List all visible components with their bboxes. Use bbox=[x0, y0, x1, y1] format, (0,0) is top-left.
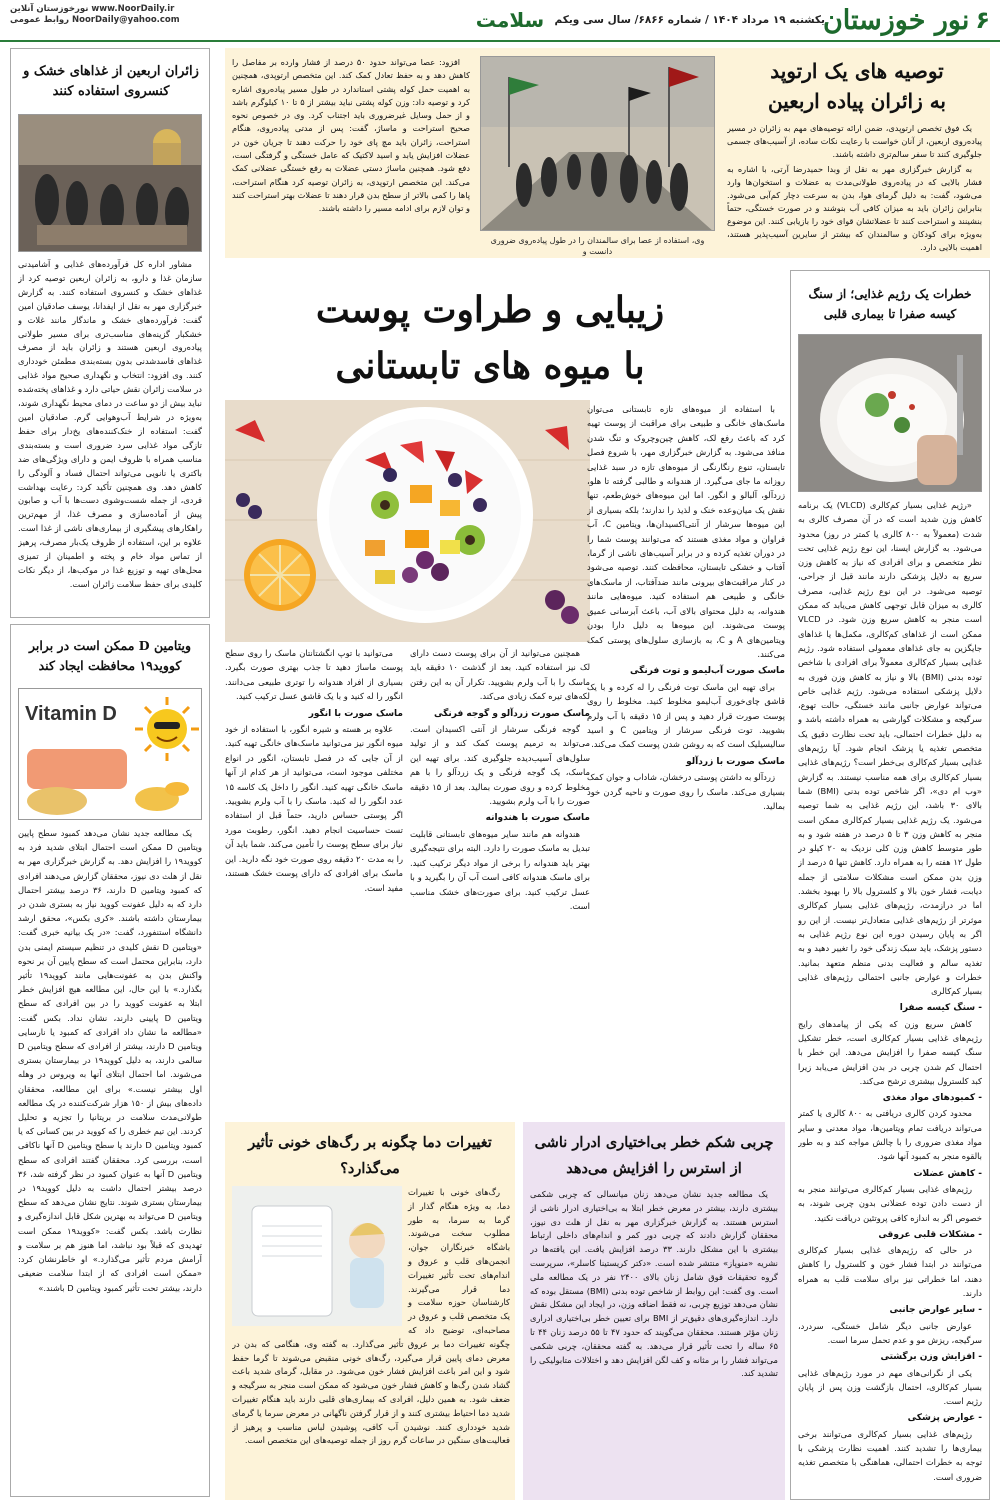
temperature-title bbox=[230, 1130, 510, 1182]
fruit-bowl-photo bbox=[225, 400, 590, 642]
skin-subheading-tomato: ماسک صورت زردآلو و گوجه فرنگی bbox=[434, 708, 590, 719]
page-number: ۶ bbox=[975, 6, 990, 34]
vitamin-d-photo bbox=[18, 688, 202, 820]
vitamin-d-body-text: یک مطالعه جدید نشان می‌دهد کمبود سطح پایین ویتامین D ممکن است احتمال ابتلای شدید فرد به کووید۱۹ را افزایش دهد. به گزارش خبرگزاری مهر به نقل از هلث دی نیوز، محققان گزارش می‌دهند افرادی که کمبود ویتامین D دارند، ۳۶ درصد بیشتر احتمال دارد که به دلیل عفونت کووید نیاز به بستری شدن در بیمارستان داشته باشند. «کری بکس»، محقق ارشد دانشگاه استنفورد، گفت: «در یک بیانیه خبری گفت: «ویتامین D نقش کلیدی در تنظیم سیستم ایمنی بدن دارد، بنابراین محتمل است که سطح پایین آن بر نحوه واکنش بدن به عفونت‌هایی مانند کووید۱۹ تأثیر بگذارد.» با این حال، این مطالعه هیچ افزایش خطر ابتلا به عفونت کووید را در بین افرادی که سطح ویتامین D پایینی دارند، نشان نداد. بکس گفت: «مطالعه ما نشان داد افرادی که کمبود یا نارسایی ویتامین D دارند، بیشتر از افرادی که سطح ویتامین D سالمی دارند، به دلیل کووید۱۹ در بیمارستان بستری می‌شوند. اما احتمال ابتلای آنها به ویروس در وهله اول بیشتر نیست.» برای این مطالعه، محققان داده‌های بیش از ۱۵۰ هزار شرکت‌کننده در یک مطالعه طولانی‌مدت سلامت در بریتانیا را تجزیه و تحلیل کردند. این تیم خطری را که کووید در بین کسانی که یا کمبود ویتامین D دارند یا سطح ویتامین D آنها ناکافی است، بررسی کرد. محققان گفتند افرادی که سطح ویتامین D آنها به عنوان کمبود در نظر گرفته شد، ۳۶ درصد بیشتر احتمال داشت به دلیل کووید۱۹ در بیمارستان بستری شوند. نتایج نشان می‌دهد که سطح ویتامین D می‌تواند به بهترین شکل قابل اندازه‌گیری و نظارت باشد. بکس گفت: «کووید۱۹ ممکن است تهدیدی که قبلاً بود نباشد، اما هنوز هم بر سلامت و آرامش مردم تأثیر می‌گذارد.» او خاطرنشان کرد: «ممکن است افرادی که از ابتدا سلامت ضعیفی دارند، بیشتر تحت تأثیر کمبود ویتامین D باشند.» bbox=[18, 828, 202, 1293]
dry-food-body-text: مشاور اداره کل فرآورده‌های غذایی و آشامیدنی سازمان غذا و دارو، به زائران اربعین توصیه کرد از غذاهای خشک و کنسروی استفاده کنند. به گزارش خبرگزاری مهر به نقل از ایفدانا، یوسف صادقیان امین گفت: فرآورده‌های خشک و ماندگار مانند غلات و خشکبار گزینه‌های مناسب‌تری برای مسیر طولانی پیاده‌روی اربعین هستند و زائران باید از مصرف غذاهای فاسدشدنی بدون بسته‌بندی مطمئن خودداری کنند. وی افزود: انتخاب و نگهداری صحیح مواد غذایی در سلامت زائران نقش حیاتی دارد و غذاهای پخته‌شده نباید بیش از دو ساعت در دمای محیط نگهداری شوند، به‌ویژه در شرایط آب‌وهوایی گرم. صادقیان امین گفت: استفاده از خنک‌کننده‌های یخ‌دار برای حفظ تازگی مواد غذایی سرد ضروری است و بسته‌بندی مناسب همراه با ظروف ایمن و دارای ویژگی‌های ضد باکتری یا نانویی می‌تواند احتمال فساد و آلودگی را کاهش دهد. وی همچنین تأکید کرد: رعایت بهداشت فردی، از جمله شست‌وشوی دست‌ها با آب و صابون پیش از آماده‌سازی و مصرف غذا، از مهم‌ترین راهکارهای پیشگیری از بیماری‌های ناشی از غذا است. علاوه بر این، استفاده از ظروف یک‌بار مصرف، پرهیز از تماس مواد خام و پخته و اطمینان از تمیزی محل‌های تهیه و توزیع غذا در موکب‌ها، از دیگر نکات کلیدی برای حفظ سلامت زائران است. bbox=[18, 259, 202, 589]
skin-col-b2-text: گوجه فرنگی سرشار از آنتی اکسیدان است. می‌تواند به ترمیم پوست کمک کند و از تولید سلول‌های آسیب‌دیده جلوگیری کند. برای تهیه این ماسک، یک گوجه فرنگی و یک زردآلو را با هم مخلوط کرده و روی صورت بمالید. بعد از ۱۵ دقیقه صورت را با آب ولرم بشویید. bbox=[410, 724, 590, 807]
skin-title-line-1: زیبایی و طراوت پوست bbox=[315, 289, 665, 331]
arbaeen-lead bbox=[727, 122, 982, 252]
belly-fat-title bbox=[530, 1130, 778, 1182]
site-line-2: روابط عمومی NoorDaily@yahoo.com bbox=[10, 15, 180, 25]
vlcd-title-line-1: خطرات یک رژیم غذایی؛ از سنگ bbox=[808, 287, 972, 301]
skin-col-c bbox=[225, 646, 403, 1114]
vlcd-photo bbox=[798, 334, 982, 492]
skin-subheading-strawberry: ماسک صورت آب‌لیمو و توت فرنگی bbox=[630, 666, 785, 677]
vitamin-d-title-line-1: ویتامین D ممکن است در برابر bbox=[28, 638, 192, 653]
belly-fat-title-line-1: چربی شکم خطر بی‌اختیاری ادرار ناشی bbox=[534, 1134, 774, 1151]
skin-col-b-text: همچنین می‌توانید از آن برای پوست دست دارای لک نیز استفاده کنید. بعد از گذشت ۱۰ دقیقه باید ماسک را با آب ولرم بشویید. تکرار آن به این رفتن لکه‌های تیره کمک زیادی می‌کند. bbox=[410, 648, 590, 702]
newspaper-name: نور خوزستان bbox=[822, 4, 970, 36]
vlcd-subheading-nutrients: - کمبودهای مواد مغذی bbox=[882, 1093, 982, 1104]
vlcd-subheading-side-effects: - سایر عوارض جانبی bbox=[889, 1305, 982, 1316]
vlcd-subheading-weight-regain: - افزایش وزن برگشتی bbox=[880, 1352, 982, 1363]
vlcd-body2-text: کاهش سریع وزن که یکی از پیامدهای رایج رژیم‌های غذایی بسیار کم‌کالری است، خطر تشکیل سنگ کیسه صفرا را افزایش می‌دهد. این خطر با احتمال کم شدن چربی در بدن افزایش می‌یابد زیرا کبد کلسترول بیشتری ترشح می‌کند. bbox=[798, 1018, 982, 1086]
vlcd-body4-text: رژیم‌های غذایی بسیار کم‌کالری می‌توانند منجر به از دست دادن توده عضلانی بدون چربی شوند، به خصوص اگر به اندازه کافی پروتئین دریافت نکنید. bbox=[798, 1183, 982, 1223]
arbaeen-body-continued bbox=[232, 56, 470, 252]
vlcd-body3-text: محدود کردن کالری دریافتی به ۸۰۰ کالری یا کمتر می‌تواند دریافت تمام ویتامین‌ها، مواد معدنی و سایر مواد مغذی ضروری را با چالش مواجه کند و به طور بالقوه منجر به کمبود آنها شود. bbox=[798, 1108, 982, 1162]
skin-col-a-text: با استفاده از میوه‌های تازه تابستانی می‌توان ماسک‌های خانگی و طبیعی برای مراقبت از پوست تهیه کرد که باعث رفع لک، کاهش چین‌وچروک و تنگ شدن منافذ می‌شود. به گزارش خبرگزاری مهر، با شروع فصل تابستان، تنوع رنگارنگی از میوه‌های تازه در سبد غذایی روزانه ما جای می‌گیرد. از هندوانه و طالبی گرفته تا هلو، زردآلو، آلبالو و انگور. اما این میوه‌های خوش‌طعم، تنها نقش یک میان‌وعده خنک و لذیذ را ندارند؛ بلکه بسیاری از این میوه‌ها سرشار از آنتی‌اکسیدان‌ها، ویتامین C، آب فراوان و مواد مغذی هستند که می‌توانند پوست شما را در دوران تغذیه کرده و در برابر آسیب‌های ناشی از گرما، آفتاب و خشکی تابستان، محافظت کنند. توصیه می‌شود در کنار مراقبت‌های بیرونی مانند ضدآفتاب، از ماسک‌های خانگی و طبیعی هم استفاده کنید. میوه‌هایی مانند هندوانه، به دلیل محتوای بالای آب، باعث آبرسانی عمیق پوست می‌شوند. این میوه‌ها به دلیل دارا بودن ویتامین‌های A و C، به بازسازی سلول‌های پوستی کمک می‌کنند. bbox=[587, 404, 785, 659]
skin-col-c-text: می‌توانید با توپ انگشتانتان ماسک را روی سطح پوست ماساژ دهید تا جذب بهتری صورت بگیرد. بسیاری از افراد هندوانه را توتری طبیعی می‌دانند. انگور را له کنید و با یک قاشق عسل ترکیب کنید. bbox=[225, 648, 403, 702]
skin-col-a bbox=[587, 402, 785, 1114]
vlcd-subheading-cardio: - مشکلات قلبی عروقی bbox=[878, 1229, 982, 1240]
vitamin-d-image-label: Vitamin D bbox=[25, 703, 117, 725]
belly-fat-body-text: یک مطالعه جدید نشان می‌دهد زنان میانسالی که چربی شکمی بیشتری دارند، بیشتر در معرض خطر ابتلا به بی‌اختیاری ادرار ناشی از استرس هستند. به گزارش خبرگزاری مهر به نقل از هلث دی نیوز، محققان گزارش دادند که چربی دور کمر و اندام‌های داخلی ارتباط بیشتری با این مشکل دارند. ۳۳ درصد افزایش یافت. این یافته‌ها در نشریه «منوپاز» منتشر شده است. «دکتر کریستینا کاسلر»، سرپرست گروه تحقیقات فوق شامل زنان بالای ۲۴۰۰ نفر در یک مطالعه ملی است. وی گفت: این روابط از شاخص توده بدنی (BMI) مستقل بوده که نشان می‌دهد توزیع چربی، نه فقط اضافه وزن، در ایجاد این مشکل نقش دارد. اندازه‌گیری‌های دقیق‌تر از BMI برای تعیین خطر بی‌اختیاری ادراری زنان مؤثر هستند. محققان می‌گویند که حدود ۴۷ تا ۵۵ درصد زنان ۴۴ تا ۶۵ ساله را تحت تأثیر قرار می‌دهد. به گفته محققان، چربی شکمی می‌تواند فشار را بر مثانه و کف لگن افزایش دهد و اختلالات متابولیکی را تشدید کند. bbox=[530, 1189, 778, 1379]
skin-title-line-2: با میوه های تابستانی bbox=[335, 345, 645, 387]
temperature-title-line-1: تغییرات دما چگونه بر رگ‌های خونی تأثیر bbox=[248, 1134, 492, 1151]
temperature-title-line-2: می‌گذارد؟ bbox=[340, 1160, 400, 1177]
arbaeen-photo-caption: وی، استفاده از عصا برای سالمندان را در طول پیاده‌روی ضروری دانست و bbox=[490, 236, 705, 256]
vlcd-body-text: «رژیم غذایی بسیار کم‌کالری (VLCD) یک برنامه کاهش وزن شدید است که در آن مصرف کالری به شدت (معمولاً به ۸۰۰ کالری یا کمتر در روز) محدود می‌شود. به گزارش ایسنا، این نوع رژیم غذایی تحت نظر متخصص و برای افرادی که نیاز به کاهش وزن سریع به دلایل پزشکی دارند مانند قبل از جراحی، توصیه می‌شود. در این نوع رژیم غذایی، مصرف کالری به میزان قابل توجهی کاهش می‌یابد که ممکن است منجر به کاهش سریع وزن شود. در VLCD ممکن است از غذاهای کم‌کالری، مکمل‌ها یا غذاهای جایگزین به جای غذاهای معمولی استفاده شود. رژیم غذایی بسیار کم‌کالری معمولاً برای افرادی با شاخص توده بدنی (BMI) بالا و نیاز به کاهش وزن فوری به دلایل پزشکی استفاده می‌شود. رژیم غذایی خاص می‌تواند عوارض جانبی مانند خستگی، حالت تهوع، سرگیجه و مشکلات گوارشی به همراه داشته باشد و به دلیل خطرات احتمالی، باید تحت نظارت دقیق یک متخصص تغذیه یا پزشک انجام شود. آیا رژیم‌های غذایی بسیار کم‌کالری بی‌خطر است؟ رژیم‌های غذایی بسیار کم‌کالری برای همه مناسب نیستند. به گزارش «وب ام دی»، اگر شاخص توده بدنی (BMI) شما بالای ۳۰ باشد، این رژیم غذایی به شما توصیه می‌شود. یک رژیم غذایی بسیار کم‌کالری ممکن است منجر به کاهش وزن ۳ تا ۵ درصد در هفته شود و به طور متوسط کاهش وزن کلی نزدیک به ۲۰ کیلو در طول ۱۲ هفته را به همراه دارد. کاهش تنها ۵ درصد از وزن بدن ممکن است مشکلات سلامتی از جمله دیابت، فشار خون بالا و کلسترول بالا را بهبود بخشد. اما در درازمدت، رژیم‌های غذایی بسیار کم‌کالری موثرتر از رژیم‌های غذایی متعادل‌تر نیست. از این رو اگر به پایان رسیدن دوره این نوع رژیم غذایی به دستور پزشک، باید سبک زندگی خود را تغییر دهید و به تغذیه سالم و فعالیت بدنی منظم متعهد بمانید. خطرات و عوارض جانبی احتمالی رژیم‌های غذایی بسیار کم‌کالری bbox=[798, 500, 982, 997]
belly-fat-body bbox=[530, 1188, 778, 1494]
vlcd-title-line-2: کیسه صفرا تا بیماری قلبی bbox=[823, 307, 957, 321]
dry-food-body bbox=[18, 258, 202, 612]
skin-col-b bbox=[410, 646, 590, 1114]
vlcd-body7-text: یکی از نگرانی‌های مهم در مورد رژیم‌های غذایی بسیار کم‌کالری، احتمال بازگشت وزن پس از پایان رژیم است. bbox=[798, 1367, 982, 1407]
temperature-body-text: رگ‌های خونی با تغییرات دما، به ویژه هنگام گذار از گرما به سرما، به طور مطلوب سخت می‌شوند. باشگاه خبرنگاران جوان، انجمن‌های قلب و عروق و اندام‌های تحت تأثیر تغییرات دما قرار می‌گیرند. کارشناسان حوزه سلامت و یک متخصص قلب و عروق در مصاحبه‌ای، توضیح داد که چگونه تغییرات دما بر عروق تأثیر می‌گذارد. به گفته وی، هنگامی که بدن در معرض دمای پایین قرار می‌گیرد، رگ‌های خونی منقبض می‌شوند تا گرما حفظ شود و این امر باعث افزایش فشار خون می‌شود. در مقابل، گرمای شدید باعث گشاد شدن رگ‌ها و کاهش فشار خون می‌شود که ممکن است منجر به سرگیجه و ضعف شود. به همین دلیل، افرادی که بیماری‌های قلبی دارند باید هنگام تغییرات شدید دما احتیاط بیشتری کنند و از قرار گرفتن ناگهانی در معرض سرما یا گرمای شدید خودداری کنند. نوشیدن آب کافی، پوشیدن لباس مناسب و پرهیز از فعالیت‌های سنگین در ساعات گرم روز از جمله توصیه‌های این متخصص است. bbox=[232, 1187, 510, 1446]
skin-title bbox=[280, 282, 700, 394]
skin-subheading-apricot: ماسک صورت با زردآلو bbox=[686, 756, 785, 767]
skin-col-a3-text: زردآلو به داشتن پوستی درخشان، شاداب و جوان کمک بسیاری می‌کند. ماسک را روی صورت و ناحیه گردن خود بمالید. bbox=[587, 772, 785, 811]
arbaeen-title-line-2: به زائران پیاده اربعین bbox=[767, 89, 946, 113]
skin-col-c2-text: علاوه بر هسته و شیره انگور، با استفاده از خود میوه انگور نیز می‌توانید ماسک‌های خانگی تهیه کنید. از آن جایی که در فصل تابستان، انگور در انواع مختلفی موجود است، می‌توانید از هر کدام از آنها ماسک خانگی تهیه کنید. انگور را داخل یک کاسه ۱۵ عدد انگور را له کنید. ماسک را با آب ولرم بشویید. اگر پوستی حساس دارید، حتماً قبل از استفاده تست حساسیت انجام دهید. انگور، رطوبت مورد نیاز برای سطح پوست را تأمین می‌کند. شما باید آن را به مدت ۲۰ دقیقه روی صورت خود نگه دارید. این ماسک برای افرادی که دارای پوست خشک هستند، مفید است. bbox=[225, 724, 403, 893]
arbaeen-title bbox=[732, 56, 982, 116]
vitamin-d-body bbox=[18, 826, 202, 1490]
vitamin-d-title bbox=[16, 636, 204, 676]
skin-subheading-watermelon: ماسک صورت با هندوانه bbox=[485, 813, 590, 824]
dry-food-title: زائران اربعین از غذاهای خشک و کنسروی استفاده کنند bbox=[23, 64, 199, 99]
skin-subheading-grape: ماسک صورت با انگور bbox=[308, 708, 403, 719]
arbaeen-title-line-1: توصیه های یک ارتوپد bbox=[770, 59, 944, 83]
vlcd-body5-text: در حالی که رژیم‌های غذایی بسیار کم‌کالری می‌توانند در ابتدا فشار خون و کلسترول را کاهش دهند، اما خطراتی نیز برای سلامت قلب به همراه دارند. bbox=[798, 1245, 982, 1299]
issue-dateline: یکشنبه ۱۹ مرداد ۱۴۰۴ / شماره ۶۸۶۶/ سال سی ویکم bbox=[554, 14, 825, 26]
skin-col-b3-text: هندوانه هم مانند سایر میوه‌های تابستانی قابلیت تبدیل به ماسک صورت را دارد. البته برای نتیجه‌گیری بهتر باید هندوانه را برخی از مواد دیگر ترکیب کنید. برای ماسک هندوانه کافی است آب آن را بگیرید و با عسل ترکیب کنید. برای صورت‌های خشک مناسب است. bbox=[410, 828, 590, 911]
site-line-1: نورخوزستان آنلاین www.NoorDaily.ir bbox=[10, 4, 175, 14]
vlcd-body8-text: رژیم‌های غذایی بسیار کم‌کالری می‌توانند برخی بیماری‌ها را تشدید کنند. اهمیت نظارت پزشکی با توجه به خطرات احتمالی، هماهنگی با متخصص تغذیه ضروری است. bbox=[798, 1428, 982, 1482]
site-info bbox=[10, 4, 180, 26]
arbaeen-photo bbox=[480, 56, 715, 231]
vlcd-title bbox=[796, 284, 984, 324]
vlcd-body bbox=[798, 498, 982, 1494]
section-title: سلامت bbox=[475, 8, 545, 32]
belly-fat-title-line-2: از استرس را افزایش می‌دهد bbox=[566, 1160, 742, 1177]
vlcd-subheading-medical: - عوارض پزشکی bbox=[907, 1413, 982, 1424]
skin-col-a2-text: برای تهیه این ماسک توت فرنگی را له کرده و با یک قاشق چای‌خوری آب‌لیمو مخلوط کنید. مخلوط را روی پوست صورت قرار دهید و پس از ۱۵ دقیقه با آب ولرم بشویید. توت فرنگی سرشار از ویتامین C و اسید سالیسیلیک است که به روشن شدن پوست کمک می‌کند. bbox=[587, 681, 785, 750]
arbaeen-lead-text: یک فوق تخصص ارتوپدی، ضمن ارائه توصیه‌های مهم به زائران در مسیر پیاده‌روی اربعین، از آنان خواست با رعایت نکات ساده، از آسیب‌های جسمی جلوگیری کنند تا سفر سالم‌تری داشته باشند. bbox=[727, 123, 982, 159]
vlcd-subheading-gallstone: - سنگ کیسه صفرا bbox=[899, 1003, 982, 1014]
vitamin-d-title-line-2: کووید۱۹ محافظت ایجاد کند bbox=[38, 658, 182, 673]
arbaeen-body2-text: افزود: عصا می‌تواند حدود ۵۰ درصد از فشار وارده بر مفاصل را کاهش دهد و به حفظ تعادل کمک کند. این متخصص ارتوپدی، همچنین به اهمیت حمل کوله پشتی استاندارد در طول مسیر پیاده‌روی اشاره کرد و توصیه داد: وزن کوله پشتی نباید بیشتر از ۵ تا ۱۰ کیلوگرم باشد و از حمل وسایل غیرضروری باید اجتناب کرد. وی در خصوص نحوه صحیح استراحت و ماساژ، گفت: پس از مدتی پیاده‌روی، هنگام استراحت، زائران باید مچ پای خود را حرکت دهند تا جریان خون در عضلات افزایش یابد و اسید لاکتیک که عامل خستگی و گرفتگی است، دفع شود. همچنین ماساژ دستی عضلات به رفع خستگی عضلانی کمک می‌کند. این متخصص ارتوپدی، به زائران توصیه کرد هنگام استراحت، پاها را کمی بالاتر از سطح بدن قرار دهند تا عضلات بهتر استراحت کنند و توان لازم برای ادامه مسیر را داشته باشند. bbox=[232, 57, 470, 214]
vlcd-subheading-muscle: - کاهش عضلات bbox=[913, 1168, 982, 1179]
masthead-logo bbox=[823, 2, 990, 38]
arbaeen-body-text: به گزارش خبرگزاری مهر به نقل از وبدا حمیدرضا آرتی، با اشاره به فشار بالایی که در پیاده‌روی طولانی‌مدت به عضلات و استخوان‌ها وارد می‌شود، گفت: به دلیل گرمای هوا، بدن به سرعت دچار کم‌آبی می‌شود. بنابراین زائران باید به میزان کافی آب بنوشند و در صورت خستگی، حتماً بنشینند و استراحت کنند تا عضلاتشان قوای خود را بازیابی کنند. این موضوع به‌ویژه برای کودکان و سالمندان که بیشتر از سایرین آسیب‌پذیر هستند، اهمیت بالایی دارد. bbox=[727, 164, 982, 252]
temperature-photo-spacer bbox=[232, 1186, 408, 1332]
temperature-body-main bbox=[232, 1186, 510, 1494]
dry-food-photo bbox=[18, 114, 202, 252]
vlcd-body6-text: عوارض جانبی دیگر شامل خستگی، سردرد، سرگیجه، ریزش مو و عدم تحمل سرما است. bbox=[798, 1320, 982, 1345]
